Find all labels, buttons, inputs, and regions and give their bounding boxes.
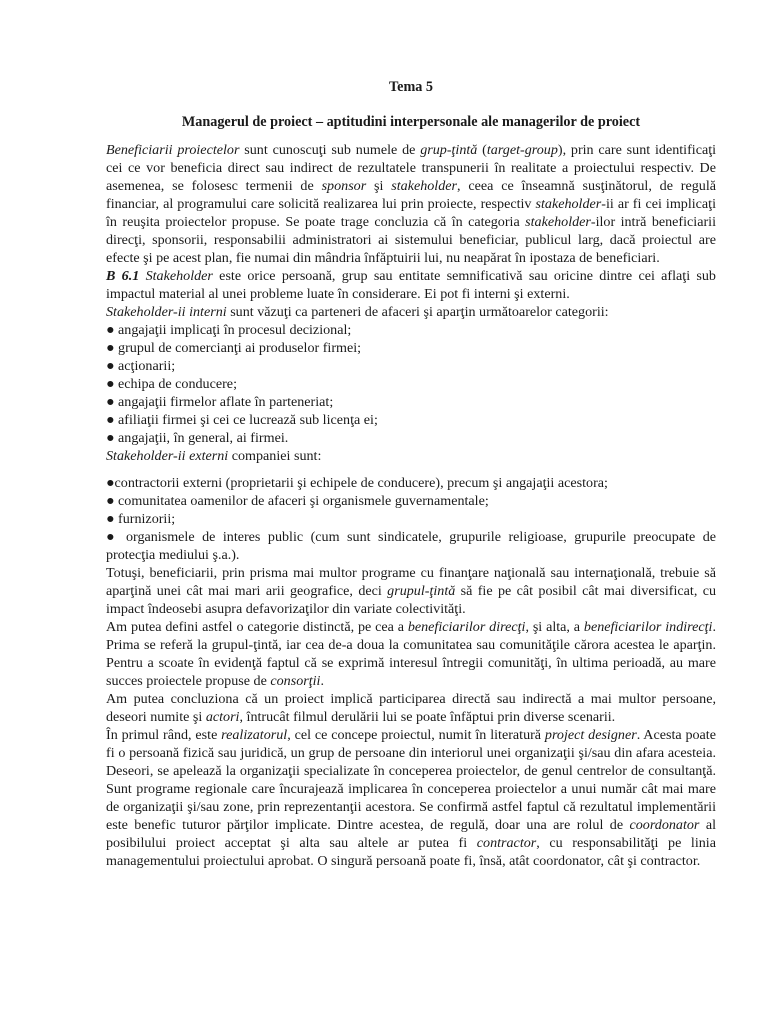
term-indirect-beneficiaries: beneficiarilor indirecţi [583,619,713,635]
text-run: este orice persoană, grup sau entitate semnificativă sau oricine dintre cei aflaţi sub impactul material al unei probleme luate în considerare. Ei pot fi interni şi externi. [106,268,716,302]
text-run: -ii ar fi cei implicaţi în reuşita proiectelor propuse. Se poate trage concluzia că în categoria [106,196,717,230]
list-item: ● furnizorii; [106,511,176,527]
paragraph-beneficiaries [106,141,716,267]
term-target-group: grup-ţintă [420,142,478,158]
text-run: Totuşi, beneficiarii, prin prisma mai multor programe cu finanţare naţională sau internaţională, trebuie să aparţină unei cât mai mari arii geografice, deci [106,565,716,599]
term-stakeholder: stakeholder [391,178,458,194]
spacer [106,465,716,474]
text-run: sunt văzuţi ca parteneri de afaceri şi aparţin următoarelor categorii: [226,304,609,320]
text-run: Am putea concluziona că un proiect implică participarea directă sau indirectă a mai multor persoane, deseori numite şi [106,691,716,725]
list-item: ● grupul de comercianţi ai produselor firmei; [106,340,362,356]
term-sponsor: sponsor [321,178,367,194]
text-run: să fie pe cât posibil cât mai diversificat, cu impact îndeosebi asupra defavorizaţilor din variate colectivităţi. [106,583,716,617]
list-item: ●contractorii externi (proprietarii şi echipele de conducere), precum şi angajaţii acestora; [106,475,608,491]
term-realizer: realizatorul [221,727,288,743]
list-item: ● afiliaţii firmei şi cei ce lucrează sub licenţa ei; [106,412,378,428]
paragraph-project-designer [106,726,716,870]
term-stakeholder: stakeholder [525,214,591,230]
term-stakeholder: stakeholder [535,196,602,212]
list-item: ● angajaţii, în general, ai firmei. [106,430,289,446]
text-run: -ilor intră beneficiarii direcţi, sponsorii, responsabilii administratori ai sistemului beneficiar, publicul larg, dacă proiectul are efecte şi pe acest plan, fie numai din mândria înfăptuirii lui, nu neapărat în ipostaza de beneficiari. [106,214,716,266]
paragraph-direct-indirect [106,618,716,690]
paragraph-definition-b61 [106,267,716,303]
paragraph-actors [106,690,716,726]
text-run: şi [366,178,392,194]
text-run: . Prima se referă la grupul-ţintă, iar cea de-a doua la comunitatea sau comunităţile cărora acestea le aparţin. Pentru a scoate în evidenţă faptul că se exprimă interesul întregii comunităţi, în ultima perioadă, au mare succes proiectele propuse de [106,619,717,689]
text-run: sunt cunoscuţi sub numele de [239,142,421,158]
document-page [106,78,716,870]
term-contractor: contractor [476,835,537,851]
list-item: ● echipa de conducere; [106,376,237,392]
text-run: al posibilului proiect acceptat şi alta sau altele ar putea fi [106,817,716,851]
text-run: , întrucât filmul derulării lui se poate înfăptui prin diverse scenarii. [239,709,616,725]
internal-stakeholders-intro [106,303,716,321]
term-direct-beneficiaries: beneficiarilor direcţi [407,619,526,635]
document-title: Tema 5 [388,79,433,95]
term-project-designer: project designer [544,727,637,743]
text-run: companiei sunt: [228,448,322,464]
text-run: , cel ce concepe proiectul, numit în literatură [287,727,545,743]
term-beneficiaries: Beneficiarii proiectelor [106,142,240,158]
term-coordinator: coordonator [629,817,700,833]
text-run: , cu responsabilităţi pe linia managementului proiectului aprobat. O singură persoană poate fi, însă, atât coordonator, cât şi contractor. [106,835,716,869]
internal-stakeholders-list [106,321,716,447]
list-item: ● angajaţii implicaţi în procesul decizional; [106,322,352,338]
list-item: ● organismele de interes public (cum sunt sindicatele, grupurile religioase, grupurile preocupate de protecţia mediului ş.a.). [106,529,716,563]
list-item: ● acţionarii; [106,358,176,374]
document-subtitle: Managerul de proiect – aptitudini interpersonale ale managerilor de proiect [181,114,641,130]
external-stakeholders-list [106,474,716,564]
paragraph-geographic-diversity [106,564,716,618]
list-item: ● comunitatea oamenilor de afaceri şi organismele guvernamentale; [106,493,489,509]
term-target-group-en: target-group [486,142,558,158]
text-run: , şi alta, a [525,619,584,635]
text-run: ), prin care sunt identificaţi cei ce vor beneficia direct sau indirect de rezultatele transpunerii în realitate a proiectului respectiv. De asemenea, se folosesc termenii de [106,142,717,194]
term-target-group: grupul-ţintă [387,583,456,599]
text-run: . Acesta poate fi o persoană fizică sau juridică, un grup de persoane din interiorul unei organizaţii şi/sau din afara acesteia. Deseori, se apelează la organizaţii specializate în conceperea proiectelor, de genul centrelor de consultanţă. Sunt programe regionale care încurajează implicarea în conceperea proiectelor a unui număr cât mai mare de organizaţii şi/sau zone, prin reprezentanţii acestora. Se confirmă astfel faptul că rezultatul implementării este benefic tuturor părţilor implicate. Dintre acestea, de regulă, doar una are rolul de [106,727,716,833]
list-item: ● angajaţii firmelor aflate în parteneriat; [106,394,334,410]
term-consortia: consorţii [270,673,321,689]
term-stakeholder: Stakeholder [145,268,213,284]
text-run: ( [477,142,487,158]
definition-number: B 6.1 [106,268,140,284]
term-internal-stakeholders: Stakeholder-ii interni [106,304,227,320]
term-actors: actori [205,709,240,725]
term-external-stakeholders: Stakeholder-ii externi [106,448,229,464]
text-run: . [320,673,325,689]
text-run: , ceea ce înseamnă susţinătorul, de regulă financiar, al programului care solicită realizarea lui prin proiecte, respectiv [106,178,716,212]
text-run: În primul rând, este [106,727,222,743]
text-run: Am putea defini astfel o categorie distinctă, pe cea a [106,619,408,635]
external-stakeholders-intro [106,447,716,465]
